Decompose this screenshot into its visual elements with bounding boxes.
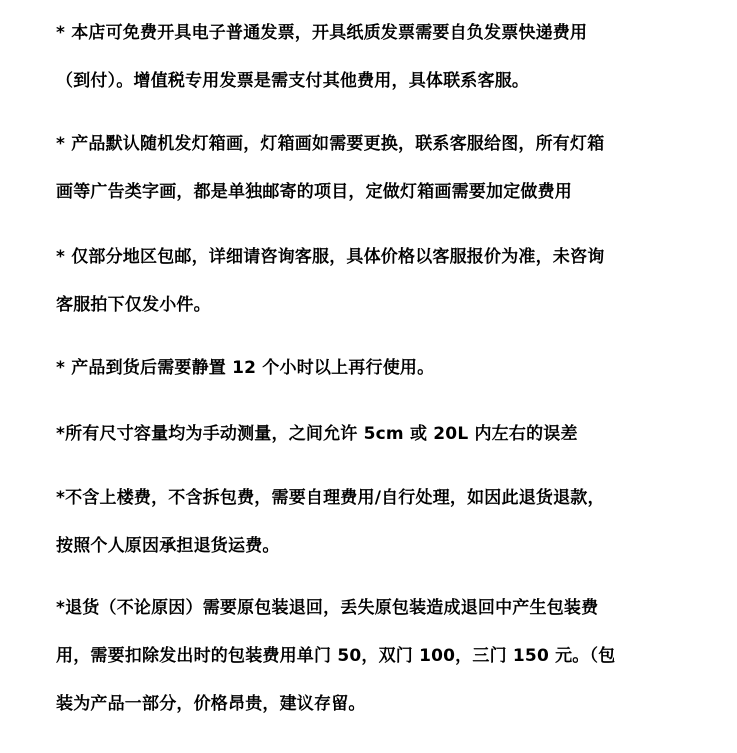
note-lightbox-painting [56,120,604,216]
note-line: * 仅部分地区包邮，详细请咨询客服，具体价格以客服报价为准，未咨询 [56,247,605,267]
note-line: * 产品到货后需要静置 12 个小时以上再行使用。 [56,358,435,378]
note-line: *所有尺寸容量均为手动测量，之间允许 5cm 或 20L 内左右的误差 [56,424,578,444]
note-rest-time [56,344,434,392]
note-measurement [56,410,578,458]
note-line: * 产品默认随机发灯箱画，灯箱画如需要更换，联系客服给图，所有灯箱 [56,134,605,154]
note-line: 客服拍下仅发小件。 [56,295,211,315]
note-invoice [56,9,587,105]
notice-document [56,0,696,753]
note-line: 用，需要扣除发出时的包装费用单门 50，双门 100，三门 150 元。（包 [56,646,616,666]
note-line: 按照个人原因承担退货运费。 [56,536,280,556]
note-line: （到付）。增值税专用发票是需支付其他费用，具体联系客服。 [56,71,530,91]
note-line: *退货（不论原因）需要原包装退回，丢失原包装造成退回中产生包装费 [56,598,599,618]
note-line: *不含上楼费，不含拆包费，需要自理费用/自行处理，如因此退货退款， [56,488,605,508]
note-returns [56,584,615,728]
note-line: 画等广告类字画，都是单独邮寄的项目，定做灯箱画需要加定做费用 [56,182,572,202]
note-line: * 本店可免费开具电子普通发票，开具纸质发票需要自负发票快递费用 [56,23,588,43]
note-line: 装为产品一部分，价格昂贵，建议存留。 [56,694,366,714]
note-shipping [56,233,604,329]
note-delivery-fees [56,474,605,570]
